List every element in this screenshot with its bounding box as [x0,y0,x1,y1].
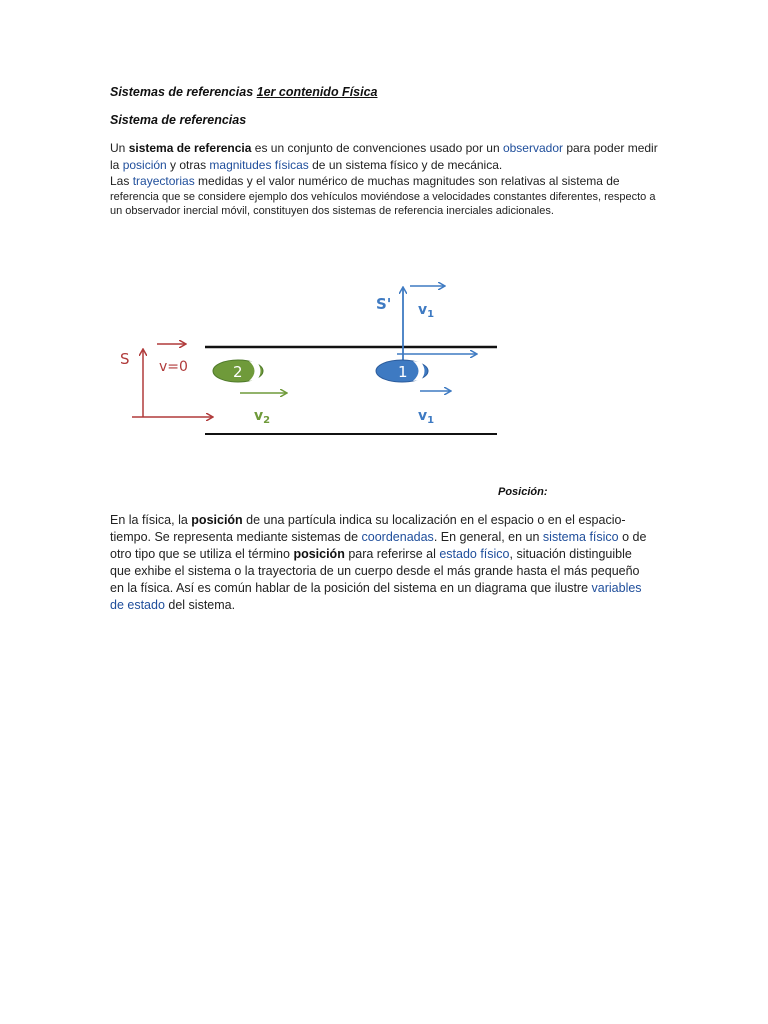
text-run: medidas y el valor numérico de muchas magnitudes son relativas al sistema de [194,174,620,188]
label-v1-top: $v_1$ [418,302,435,320]
text-run: En la física, la [110,513,192,527]
link-variables-de-estado[interactable]: variables de estado [110,581,642,612]
label-v2: $v_2$ [254,408,271,426]
figure-caption: Posición: [498,486,548,498]
link-observador[interactable]: observador [502,141,563,155]
text-run: es un conjunto de convenciones usado por un [251,141,503,155]
label-v0: v=0 [159,359,188,375]
link-magnitudes-fisicas[interactable]: magnitudes físicas [209,157,309,172]
text-run: , situación distinguible que exhibe el sistema o la trayectoria de un cuerpo desde el más grande hasta el más pequeño en la física. Así es común hablar de la posición del sistema en un diagrama que ilustre [110,547,640,595]
document-title [110,85,378,99]
text-run: o de otro tipo que se utiliza el término [110,530,647,561]
label-sprime: S' [376,295,392,313]
text-run-small: referencia que se considere ejemplo dos vehículos moviéndose a velocidades constantes diferentes, respecto a un observador inercial móvil, constituyen dos sistemas de referencia inerciales adicionales. [110,190,656,217]
text-run: para poder medir la [110,141,658,172]
link-sistema-fisico[interactable]: sistema físico [542,530,619,544]
reference-frames-diagram [100,262,520,452]
title-underlined-text: 1er contenido Física [256,85,378,99]
paragraph-reference-system [110,140,670,218]
text-run: del sistema. [164,598,236,612]
label-s: S [120,350,130,368]
text-run: . En general, en un [433,530,543,544]
text-run: Las [110,174,133,188]
link-estado-fisico[interactable]: estado físico [439,547,510,561]
bold-term: posición [293,547,345,561]
link-coordenadas[interactable]: coordenadas [361,530,434,544]
car-1-label: 1 [398,363,408,381]
text-run: para referirse al [344,547,440,561]
bold-term: posición [191,513,243,527]
text-run: Un [110,141,129,155]
text-run: de una partícula indica su localización en el espacio o en el espacio-tiempo. Se representa mediante sistemas de [110,513,626,544]
car-2-label: 2 [233,363,243,381]
paragraph-position [110,512,650,614]
label-v1-bottom: $v_1$ [418,408,435,426]
link-trayectorias[interactable]: trayectorias [132,174,195,188]
text-run: y otras [166,157,210,172]
title-text: Sistemas de referencias [110,85,257,99]
link-posicion[interactable]: posición [122,157,167,172]
bold-term: sistema de referencia [128,141,252,155]
text-run: de un sistema físico y de mecánica. [308,157,503,172]
section-heading: Sistema de referencias [110,113,247,127]
